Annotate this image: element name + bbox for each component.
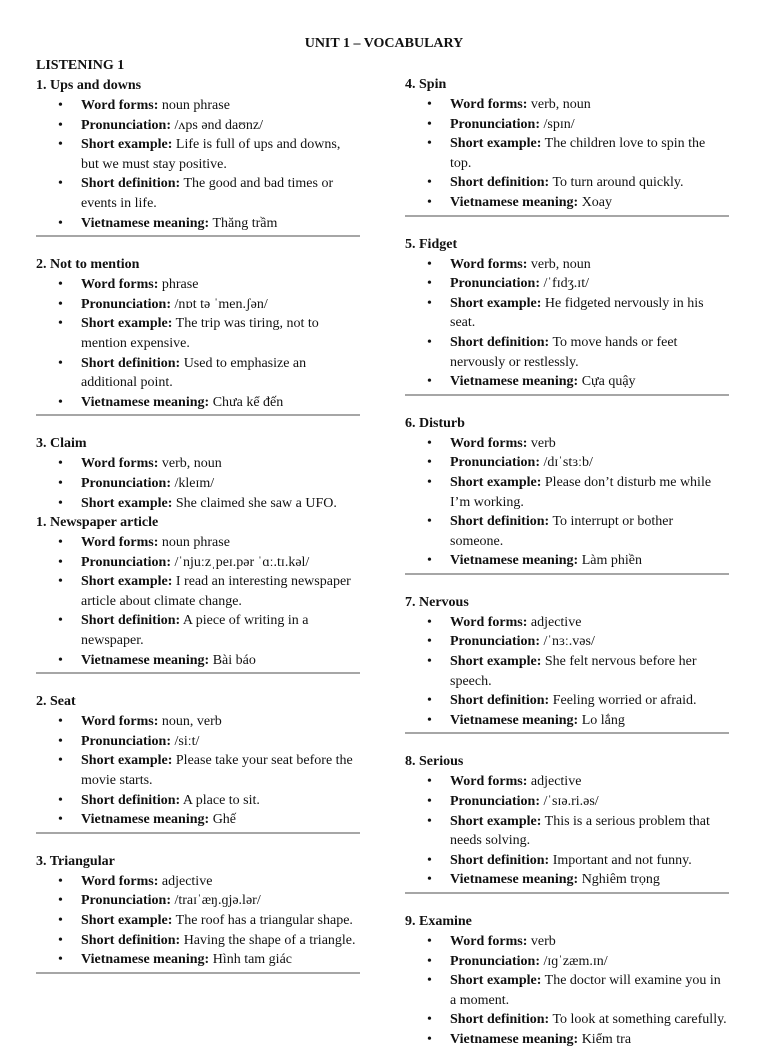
entry-details-list <box>405 613 729 731</box>
entry-pronunciation <box>405 115 729 135</box>
field-value: Ghế <box>212 812 237 828</box>
field-value: /ˈnɜː.vəs/ <box>543 634 595 650</box>
field-label: Short example: <box>450 654 542 670</box>
field-label: Vietnamese meaning: <box>450 553 579 569</box>
left-column <box>36 56 360 992</box>
field-label: Short example: <box>450 295 542 311</box>
entry-word-forms <box>405 255 729 275</box>
entry-word-forms <box>36 275 360 295</box>
field-value: Important and not funny. <box>552 852 692 868</box>
field-value: verb, noun <box>530 97 591 112</box>
entry-short-definition <box>405 333 729 372</box>
entry-pronunciation <box>405 792 729 812</box>
field-label: Vietnamese meaning: <box>81 812 210 828</box>
field-label: Vietnamese meaning: <box>81 652 210 668</box>
vocab-entry <box>36 434 360 513</box>
entry-vietnamese-meaning <box>36 810 360 830</box>
entry-pronunciation <box>36 116 360 136</box>
field-label: Short example: <box>450 474 542 490</box>
field-label: Pronunciation: <box>450 634 540 650</box>
entry-short-example <box>36 494 360 514</box>
vocab-entry <box>36 513 360 674</box>
entry-divider <box>36 235 360 237</box>
field-label: Vietnamese meaning: <box>81 952 210 968</box>
entry-vietnamese-meaning <box>405 711 729 731</box>
field-value: The trip was tiring, not to mention expensive. <box>81 316 319 351</box>
field-value: To move hands or feet nervously or restlessly. <box>450 334 678 370</box>
entry-divider <box>36 414 360 416</box>
entry-details-list <box>405 772 729 890</box>
field-label: Pronunciation: <box>450 953 540 969</box>
field-value: noun phrase <box>161 98 230 113</box>
field-label: Vietnamese meaning: <box>450 374 579 390</box>
field-value: The roof has a triangular shape. <box>175 913 353 928</box>
entry-details-list <box>405 95 729 213</box>
field-label: Short example: <box>81 913 173 928</box>
vocab-entry <box>405 752 729 894</box>
entry-short-definition <box>405 512 729 551</box>
field-label: Word forms: <box>81 456 159 472</box>
vocab-entry <box>36 852 360 974</box>
vocab-entry <box>36 692 360 834</box>
entry-divider <box>405 394 729 396</box>
entry-pronunciation <box>36 474 360 494</box>
field-value: To interrupt or bother someone. <box>450 514 674 549</box>
entry-title: 3. Triangular <box>36 853 115 869</box>
entry-divider <box>405 573 729 575</box>
entry-short-example <box>36 314 360 353</box>
field-value: Chưa kể đến <box>212 394 284 410</box>
entry-title: 7. Nervous <box>405 594 469 610</box>
vocab-entry <box>405 235 729 396</box>
entry-short-example <box>36 572 360 611</box>
field-value: /ˈfɪdʒ.ɪt/ <box>543 276 589 292</box>
field-label: Short example: <box>81 574 173 590</box>
field-label: Vietnamese meaning: <box>450 872 579 888</box>
field-label: Pronunciation: <box>81 554 171 570</box>
field-label: Vietnamese meaning: <box>81 394 210 410</box>
field-value: /spɪn/ <box>543 116 575 132</box>
entry-short-definition <box>405 173 729 193</box>
entry-details-list <box>405 932 729 1050</box>
entry-short-definition <box>405 691 729 711</box>
field-label: Short definition: <box>450 514 550 530</box>
field-value: Thăng trầm <box>212 215 278 231</box>
field-label: Vietnamese meaning: <box>450 194 579 210</box>
field-value: Used to emphasize an additional point. <box>81 355 307 391</box>
entry-pronunciation <box>405 952 729 972</box>
right-column <box>405 75 729 1050</box>
field-value: verb, noun <box>530 256 591 272</box>
entry-vietnamese-meaning <box>36 950 360 970</box>
entry-divider <box>405 215 729 217</box>
entry-short-definition <box>405 851 729 871</box>
field-label: Word forms: <box>81 277 159 293</box>
field-label: Pronunciation: <box>81 733 171 749</box>
field-label: Short definition: <box>81 932 181 948</box>
entry-word-forms <box>405 95 729 115</box>
field-value: phrase <box>161 277 199 293</box>
field-value: /nɒt tə ˈmen.ʃən/ <box>174 296 268 312</box>
entry-short-example <box>405 134 729 173</box>
entry-divider <box>36 972 360 974</box>
field-value: /traɪˈæŋ.ɡjə.lər/ <box>174 893 261 909</box>
entry-pronunciation <box>36 732 360 752</box>
right-entry-list <box>405 75 729 1050</box>
field-value: /dɪˈstɜːb/ <box>543 455 593 471</box>
section-heading: LISTENING 1 <box>36 58 125 73</box>
entry-title: 1. Ups and downs <box>36 78 142 93</box>
entry-word-forms <box>36 454 360 474</box>
field-value: A piece of writing in a newspaper. <box>81 613 309 649</box>
field-label: Short definition: <box>450 1012 550 1028</box>
entry-word-forms <box>36 533 360 553</box>
field-value: Hình tam giác <box>212 952 292 968</box>
field-value: /kleɪm/ <box>174 475 215 491</box>
field-value: To look at something carefully. <box>552 1012 727 1028</box>
entry-vietnamese-meaning <box>405 372 729 392</box>
field-value: Nghiêm trọng <box>581 872 660 888</box>
field-value: adjective <box>530 614 582 630</box>
entry-pronunciation <box>405 632 729 652</box>
field-value: verb, noun <box>161 456 222 472</box>
entry-pronunciation <box>36 553 360 573</box>
field-value: To turn around quickly. <box>552 175 684 191</box>
entry-title: 2. Seat <box>36 694 76 710</box>
vocab-entry <box>405 75 729 217</box>
field-value: /ˈsɪə.ri.əs/ <box>543 794 599 810</box>
entry-word-forms <box>405 434 729 454</box>
field-label: Pronunciation: <box>81 475 171 491</box>
field-label: Word forms: <box>450 256 528 272</box>
field-label: Word forms: <box>81 98 159 113</box>
field-label: Short definition: <box>81 176 181 192</box>
field-label: Vietnamese meaning: <box>450 712 579 728</box>
field-label: Pronunciation: <box>450 276 540 292</box>
entry-details-list <box>36 96 360 233</box>
field-value: Please take your seat before the movie starts. <box>81 753 353 789</box>
entry-short-example <box>405 971 729 1010</box>
field-value: She felt nervous before her speech. <box>450 654 697 689</box>
field-value: Please don’t disturb me while I’m working. <box>450 474 712 510</box>
entry-details-list <box>36 712 360 830</box>
entry-short-example <box>36 911 360 931</box>
field-value: Feeling worried or afraid. <box>552 693 697 709</box>
entry-details-list <box>36 275 360 412</box>
entry-vietnamese-meaning <box>36 393 360 413</box>
field-label: Short example: <box>81 137 173 153</box>
entry-short-example <box>36 751 360 790</box>
entry-short-definition <box>36 611 360 650</box>
entry-title: 1. Newspaper article <box>36 515 159 531</box>
field-label: Word forms: <box>450 97 528 112</box>
entry-details-list <box>405 434 729 571</box>
entry-pronunciation <box>405 274 729 294</box>
field-label: Short example: <box>450 813 542 829</box>
field-value: The children love to spin the top. <box>450 136 706 171</box>
entry-word-forms <box>36 96 360 116</box>
field-value: /ˈnjuːzˌpeɪ.pər ˈɑː.tɪ.kəl/ <box>174 554 310 570</box>
entry-details-list <box>36 533 360 670</box>
field-value: The doctor will examine you in a moment. <box>450 973 721 1008</box>
field-value: The good and bad times or events in life. <box>81 176 334 211</box>
entry-short-example <box>405 812 729 851</box>
entry-vietnamese-meaning <box>36 214 360 234</box>
vocab-entry <box>405 593 729 735</box>
field-label: Pronunciation: <box>450 455 540 471</box>
field-value: Having the shape of a triangle. <box>183 932 356 948</box>
entry-vietnamese-meaning <box>405 551 729 571</box>
field-label: Pronunciation: <box>81 117 171 133</box>
field-label: Short definition: <box>81 792 181 808</box>
entry-vietnamese-meaning <box>36 651 360 671</box>
entry-word-forms <box>405 932 729 952</box>
field-value: verb <box>530 934 556 949</box>
field-value: Xoay <box>581 194 613 210</box>
field-label: Vietnamese meaning: <box>450 1031 579 1047</box>
entry-pronunciation <box>405 453 729 473</box>
field-label: Short example: <box>450 973 542 989</box>
entry-title: 6. Disturb <box>405 415 465 431</box>
vocab-entry <box>36 76 360 237</box>
entry-vietnamese-meaning <box>405 193 729 213</box>
entry-word-forms <box>36 872 360 892</box>
field-value: Cựa quậy <box>581 374 636 390</box>
entry-title: 3. Claim <box>36 436 87 452</box>
field-value: /siːt/ <box>174 733 200 749</box>
field-label: Vietnamese meaning: <box>81 215 210 231</box>
field-label: Short example: <box>81 753 173 769</box>
field-label: Short example: <box>81 316 173 332</box>
left-entry-list <box>36 76 360 974</box>
vocab-entry <box>36 255 360 416</box>
entry-short-example <box>36 135 360 174</box>
vocab-entry <box>405 414 729 575</box>
entry-details-list <box>36 872 360 970</box>
field-value: This is a serious problem that needs solving. <box>450 813 710 849</box>
field-value: Life is full of ups and downs, but we must stay positive. <box>81 137 341 172</box>
field-label: Short definition: <box>450 693 550 709</box>
entry-word-forms <box>405 613 729 633</box>
field-value: verb <box>530 435 556 451</box>
entry-title: 8. Serious <box>405 754 464 770</box>
field-label: Word forms: <box>450 934 528 949</box>
field-label: Word forms: <box>81 714 159 730</box>
field-value: noun phrase <box>161 535 230 551</box>
page-title: UNIT 1 – VOCABULARY <box>304 36 464 51</box>
field-value: adjective <box>161 873 213 889</box>
field-label: Pronunciation: <box>450 116 540 132</box>
field-label: Short definition: <box>81 355 181 371</box>
field-label: Word forms: <box>81 873 159 889</box>
entry-pronunciation <box>36 891 360 911</box>
entry-divider <box>405 892 729 894</box>
entry-details-list <box>36 454 360 513</box>
field-value: I read an interesting newspaper article about climate change. <box>81 574 351 609</box>
entry-word-forms <box>36 712 360 732</box>
field-label: Short definition: <box>450 175 550 191</box>
vocab-entry <box>405 912 729 1050</box>
field-label: Pronunciation: <box>81 893 171 909</box>
field-label: Pronunciation: <box>450 794 540 810</box>
field-value: She claimed she saw a UFO. <box>175 495 337 511</box>
entry-title: 9. Examine <box>405 914 472 929</box>
entry-vietnamese-meaning <box>405 1030 729 1050</box>
entry-short-definition <box>36 354 360 393</box>
field-value: He fidgeted nervously in his seat. <box>450 295 704 331</box>
field-label: Word forms: <box>450 774 528 790</box>
field-label: Word forms: <box>81 535 159 551</box>
entry-title: 4. Spin <box>405 77 447 92</box>
entry-short-definition <box>405 1010 729 1030</box>
entry-divider <box>405 732 729 734</box>
field-value: noun, verb <box>161 714 222 730</box>
entry-short-example <box>405 473 729 512</box>
entry-title: 2. Not to mention <box>36 257 140 273</box>
field-value: adjective <box>530 774 582 790</box>
field-label: Short definition: <box>450 852 550 868</box>
field-label: Pronunciation: <box>81 296 171 312</box>
entry-short-definition <box>36 931 360 951</box>
field-value: Bài báo <box>212 652 256 668</box>
entry-short-definition <box>36 174 360 213</box>
entry-short-definition <box>36 791 360 811</box>
field-label: Word forms: <box>450 435 528 451</box>
entry-title: 5. Fidget <box>405 236 458 252</box>
field-label: Short definition: <box>450 334 550 350</box>
entry-vietnamese-meaning <box>405 870 729 890</box>
field-label: Short example: <box>81 495 173 511</box>
field-value: Lo lắng <box>581 712 625 728</box>
field-value: A place to sit. <box>182 792 260 808</box>
field-value: Làm phiền <box>581 553 642 569</box>
entry-divider <box>36 672 360 674</box>
entry-short-example <box>405 294 729 333</box>
entry-short-example <box>405 652 729 691</box>
field-label: Short example: <box>450 136 542 152</box>
field-value: /ʌps ənd daʊnz/ <box>174 117 264 133</box>
entry-details-list <box>405 255 729 392</box>
entry-pronunciation <box>36 295 360 315</box>
field-label: Short definition: <box>81 613 181 629</box>
entry-divider <box>36 832 360 834</box>
field-value: /ɪɡˈzæm.ɪn/ <box>543 953 608 969</box>
field-label: Word forms: <box>450 614 528 630</box>
field-value: Kiểm tra <box>581 1031 632 1047</box>
entry-word-forms <box>405 772 729 792</box>
